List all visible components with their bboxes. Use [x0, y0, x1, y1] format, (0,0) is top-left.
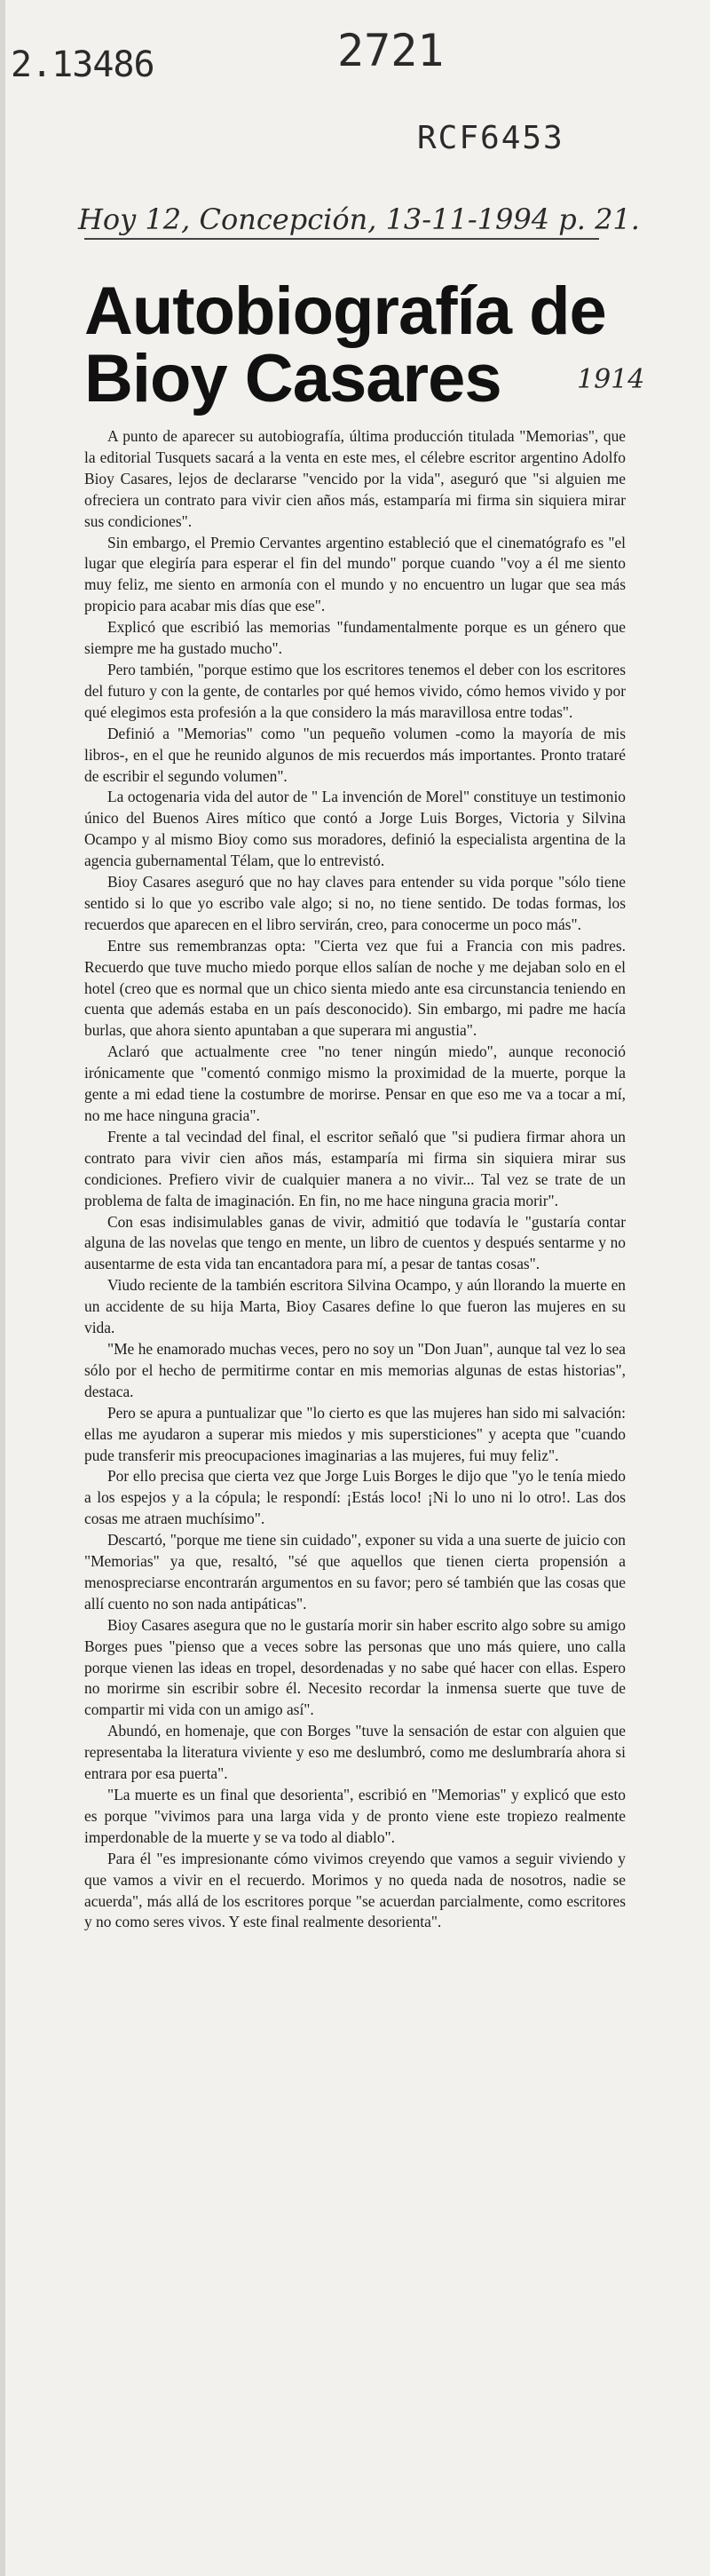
article-paragraph: Frente a tal vecindad del final, el escritor señaló que "si pudiera firmar ahora un contrato para vivir cien años más, estamparía mi firma sin siquiera mirar sus condiciones. Prefiero vivir de cualquier manera a no vivir... Tal vez se trate de un problema de falta de imaginación. En fin, no me hace ninguna gracia morir".	[84, 1127, 626, 1209]
article-paragraph: Aclaró que actualmente cree "no tener ningún miedo", aunque reconoció irónicamente que "comentó conmigo mismo la proximidad de la muerte, porque la gente a mi edad tiene la costumbre de morirse. Pensar en que eso me va a tocar a mí, no me hace ninguna gracia".	[84, 1042, 626, 1124]
headline-line-2: Bioy Casares	[84, 340, 501, 416]
article-paragraph: Entre sus remembranzas opta: "Cierta vez que fui a Francia con mis padres. Recuerdo que tuve mucho miedo porque ellos salían de noche y me dejaban solo en el hotel (creo que es normal que un chico sienta miedo ante esa circunstancia teniendo en cuenta que además estaba en un país desconocido). Sin embargo, mi padre me hacía burlas, que ahora siento apuntaban a que superara mi angustia".	[84, 936, 626, 1040]
article-paragraph: Pero se apura a puntualizar que "lo cierto es que las mujeres han sido mi salvación: ellas me ayudaron a superar mis miedos y mis supersticiones" y acepta que "cuando pude transferir mis preocupaciones imaginarias a las mujeres, fui muy feliz".	[84, 1403, 626, 1464]
handwritten-side-year: 1914	[577, 364, 645, 395]
article-paragraph: "La muerte es un final que desorienta", escribió en "Memorias" y explicó que esto es porque "vivimos para una larga vida y de pronto viene este tropiezo realmente imperdonable de la muerte y se va todo al diablo".	[84, 1786, 626, 1846]
headline-line-1: Autobiografía de	[84, 273, 606, 349]
article-paragraph: Viudo reciente de la también escritora Silvina Ocampo, y aún llorando la muerte en un accidente de su hija Marta, Bioy Casares define lo que fueron las mujeres en su vida.	[84, 1276, 626, 1337]
clipping-edge	[0, 0, 5, 2576]
article-paragraph: Con esas indisimulables ganas de vivir, admitió que todavía le "gustaría contar alguna de las novelas que tengo en mente, un libro de cuentos y después sentarme y no ausentarme de esta vida tan encantadora para mí, a pesar de tantas cosas".	[84, 1212, 626, 1273]
handwritten-archive-code: RCF6453	[417, 120, 564, 156]
article-paragraph: Definió a "Memorias" como "un pequeño volumen -como la mayoría de mis libros-, en el que he reunido algunos de mis recuerdos más importantes. Pronto trataré de escribir el segundo volumen".	[84, 724, 626, 785]
article-paragraph: Abundó, en homenaje, que con Borges "tuve la sensación de estar con alguien que representaba la literatura viviente y eso me deslumbró, como me deslumbraría ahora si entrara por esa puerta".	[84, 1722, 626, 1783]
article-paragraph: Para él "es impresionante cómo vivimos creyendo que vamos a seguir viviendo y que vamos a vivir en el recuerdo. Morimos y no queda nada de nosotros, nadie se acuerda", más allá de los escritores porque "se acuerdan parcialmente, como escritores y no como seres vivos. Y este final realmente desorienta".	[84, 1849, 626, 1931]
article-paragraph: "Me he enamorado muchas veces, pero no soy un "Don Juan", aunque tal vez lo sea sólo por el hecho de permitirme contar en mis memorias algunas de estas historias", destaca.	[84, 1339, 626, 1400]
article-paragraph: Descartó, "porque me tiene sin cuidado", exponer su vida a una suerte de juicio con "Memorias" ya que, resaltó, "sé que aquellos que tienen cierta propensión a menospreciarse encontrarán argumentos en su favor; pero sé también que las cosas que allí cuento no son nada antipáticas".	[84, 1531, 626, 1613]
source-underline	[84, 238, 599, 240]
handwritten-id-code: 2.13486	[11, 44, 154, 85]
handwritten-clip-number: 2721	[337, 25, 445, 76]
article-paragraph: Pero también, "porque estimo que los escritores tenemos el deber con los escritores del futuro y con la gente, de contarles por qué hemos vivido, cómo hemos vivido y por qué elegimos esta profesión a la que considero la más maravillosa entre todas".	[84, 660, 626, 721]
article-paragraph: Explicó que escribió las memorias "fundamentalmente porque es un género que siempre me ha gustado mucho".	[84, 618, 626, 658]
article-paragraph: Bioy Casares asegura que no le gustaría morir sin haber escrito algo sobre su amigo Borges pues "pienso que a veces sobre las personas que uno más quiere, uno calla porque vienen las ideas en tropel, desordenadas y no sabe qué hacer con ellas. Espero no morirme sin escribir sobre él. Necesito recordar la inmensa suerte que tuve de compartir mi vida con un amigo así".	[84, 1615, 626, 1719]
article-body	[84, 426, 626, 1933]
article-paragraph: A punto de aparecer su autobiografía, última producción titulada "Memorias", que la editorial Tusquets sacará a la venta en este mes, el célebre escritor argentino Adolfo Bioy Casares, lejos de declararse "vencido por la vida", aseguró que "si alguien me ofreciera un contrato para vivir cien años más, estamparía mi firma sin siquiera mirar sus condiciones".	[84, 427, 626, 530]
article-paragraph: Bioy Casares aseguró que no hay claves para entender su vida porque "sólo tiene sentido si lo que yo escribo vale algo; si no, no tiene sentido. De todas formas, los recuerdos que aparecen en el libro servirán, creo, para conocerme un poco más".	[84, 873, 626, 933]
article-paragraph: La octogenaria vida del autor de " La invención de Morel" constituye un testimonio único del Buenos Aires mítico que contó a Jorge Luis Borges, Victoria y Silvina Ocampo y al mismo Bioy como sus moradores, definió la especialista argentina de la agencia gubernamental Télam, que lo entrevistó.	[84, 788, 626, 870]
handwritten-source-line: Hoy 12, Concepción, 13-11-1994 p. 21.	[78, 202, 640, 236]
article-paragraph: Por ello precisa que cierta vez que Jorge Luis Borges le dijo que "yo le tenía miedo a los espejos y a la cópula; le respondí: ¡Estás loco! ¡Ni lo uno ni lo otro!. Las dos cosas me atraen muchísimo".	[84, 1467, 626, 1528]
article-paragraph: Sin embargo, el Premio Cervantes argentino estableció que el cinematógrafo es "el lugar que elegiría para esperar el fin del mundo" porque cuando "voy a él me siento muy feliz, me siento en armonía con el mundo y no encuentro un lugar que sea más propicio para acabar mis días que ese".	[84, 533, 626, 615]
